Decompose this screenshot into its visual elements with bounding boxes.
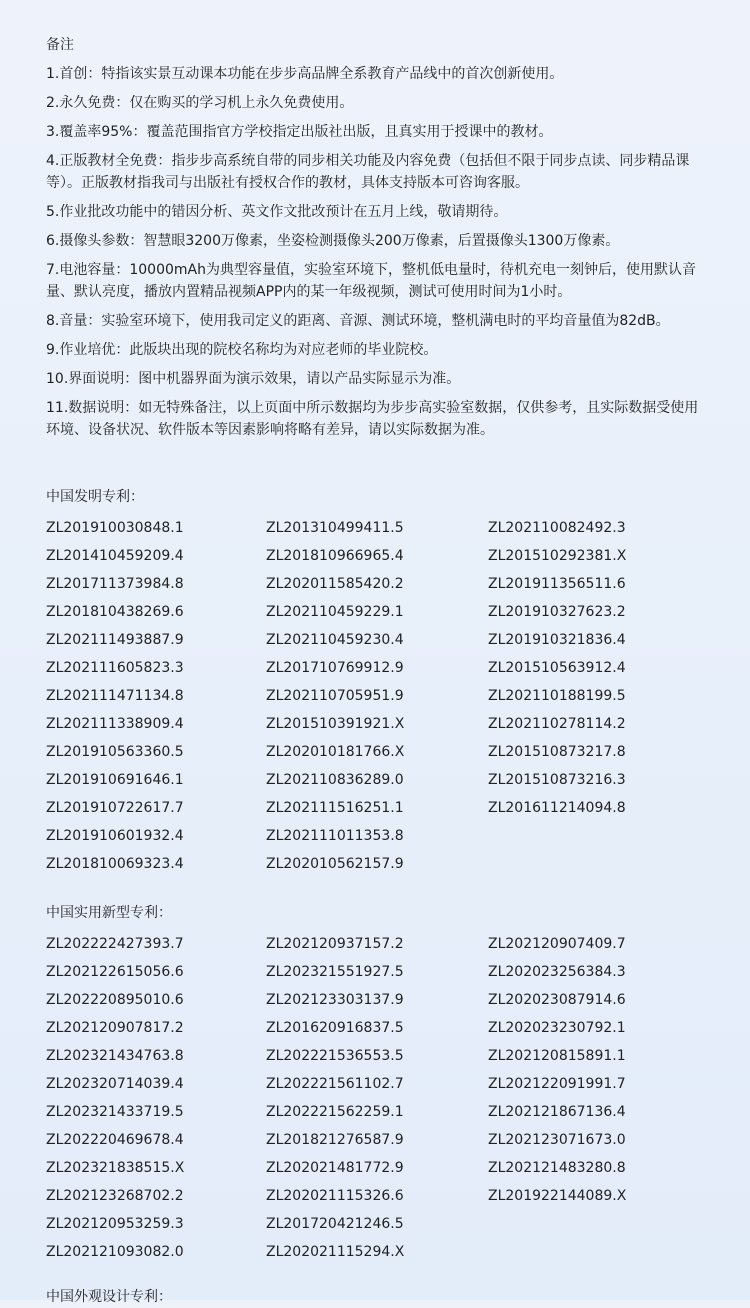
invention-patents-section [46, 486, 710, 878]
patent-number: ZL201510873216.3 [488, 772, 626, 788]
patent-number: ZL202110082492.3 [488, 520, 626, 536]
patent-number: ZL202120815891.1 [488, 1048, 626, 1064]
patent-number: ZL201911356511.6 [488, 576, 626, 592]
patent-number: ZL201711373984.8 [46, 576, 184, 592]
patent-row [46, 626, 710, 654]
note-item: 1.首创：特指该实景互动课本功能在步步高品牌全系教育产品线中的首次创新使用。 [46, 66, 564, 82]
patent-number: ZL201620916837.5 [266, 1020, 404, 1036]
note-item: 8.音量：实验室环境下，使用我司定义的距离、音源、测试环境，整机满电时的平均音量值为82dB。 [46, 313, 670, 329]
patent-number: ZL201910563360.5 [46, 744, 184, 760]
patent-number: ZL201611214094.8 [488, 800, 626, 816]
patent-number: ZL202321433719.5 [46, 1104, 184, 1120]
note-item: 5.作业批改功能中的错因分析、英文作文批改预计在五月上线，敬请期待。 [46, 204, 508, 220]
patent-number: ZL202023230792.1 [488, 1020, 626, 1036]
patent-row [46, 710, 710, 738]
patent-number: ZL202111516251.1 [266, 800, 404, 816]
patent-row [46, 682, 710, 710]
patent-number: ZL202221561102.7 [266, 1076, 404, 1092]
patent-number: ZL202023256384.3 [488, 964, 626, 980]
patent-number: ZL202111011353.8 [266, 828, 404, 844]
patent-number: ZL201810069323.4 [46, 856, 184, 872]
patent-row [46, 1210, 710, 1238]
design-patents-title: 中国外观设计专利： [46, 1289, 172, 1305]
patent-number: ZL202111471134.8 [46, 688, 184, 704]
patent-number: ZL202021115326.6 [266, 1188, 404, 1204]
patent-number: ZL202110705951.9 [266, 688, 404, 704]
patent-number: ZL201821276587.9 [266, 1132, 404, 1148]
note-item: 3.覆盖率95%：覆盖范围指官方学校指定出版社出版，且真实用于授课中的教材。 [46, 124, 553, 140]
patent-number: ZL202110188199.5 [488, 688, 626, 704]
patent-number: ZL202123071673.0 [488, 1132, 626, 1148]
patent-number: ZL202111338909.4 [46, 716, 184, 732]
patent-number: ZL202111605823.3 [46, 660, 184, 676]
patent-number: ZL202110459230.4 [266, 632, 404, 648]
utility-patents-title: 中国实用新型专利： [46, 905, 172, 921]
patent-number: ZL201910601932.4 [46, 828, 184, 844]
patent-number: ZL202021481772.9 [266, 1160, 404, 1176]
note-item: 7.电池容量：10000mAh为典型容量值，实验室环境下，整机低电量时，待机充电一刻钟后，使用默认音量、默认亮度，播放内置精品视频APP内的某一年级视频，测试可使用时间为1小时。 [46, 262, 696, 300]
patent-number: ZL202220469678.4 [46, 1132, 184, 1148]
invention-patents-grid [46, 514, 710, 878]
patent-row [46, 1070, 710, 1098]
utility-patents-grid [46, 930, 710, 1266]
patent-number: ZL202120953259.3 [46, 1216, 184, 1232]
patent-number: ZL202221536553.5 [266, 1048, 404, 1064]
patent-number: ZL201310499411.5 [266, 520, 404, 536]
patent-number: ZL202321551927.5 [266, 964, 404, 980]
patent-row [46, 794, 710, 822]
patent-number: ZL202111493887.9 [46, 632, 184, 648]
notes-title: 备注 [46, 37, 74, 53]
patent-number: ZL201910691646.1 [46, 772, 184, 788]
notes-list [46, 63, 710, 441]
patent-number: ZL202121867136.4 [488, 1104, 626, 1120]
patent-row [46, 958, 710, 986]
patent-number: ZL201910722617.7 [46, 800, 184, 816]
note-item: 2.永久免费：仅在购买的学习机上永久免费使用。 [46, 95, 354, 111]
patent-number: ZL202122615056.6 [46, 964, 184, 980]
patent-number: ZL202110278114.2 [488, 716, 626, 732]
patent-number: ZL202121483280.8 [488, 1160, 626, 1176]
patent-number: ZL202110459229.1 [266, 604, 404, 620]
patent-number: ZL201510563912.4 [488, 660, 626, 676]
patent-number: ZL201810438269.6 [46, 604, 184, 620]
invention-patents-title: 中国发明专利： [46, 489, 144, 505]
patent-number: ZL202123303137.9 [266, 992, 404, 1008]
patent-number: ZL202220895010.6 [46, 992, 184, 1008]
patent-row [46, 1098, 710, 1126]
note-item: 10.界面说明：图中机器界面为演示效果，请以产品实际显示为准。 [46, 371, 461, 387]
patent-number: ZL201720421246.5 [266, 1216, 404, 1232]
patent-number: ZL202120907817.2 [46, 1020, 184, 1036]
patent-row [46, 986, 710, 1014]
patent-number: ZL202320714039.4 [46, 1076, 184, 1092]
patent-row [46, 654, 710, 682]
patent-number: ZL202120937157.2 [266, 936, 404, 952]
patent-number: ZL202221562259.1 [266, 1104, 404, 1120]
patent-number: ZL202321434763.8 [46, 1048, 184, 1064]
patent-number: ZL201510873217.8 [488, 744, 626, 760]
note-item: 9.作业培优：此版块出现的院校名称均为对应老师的毕业院校。 [46, 342, 438, 358]
patent-row [46, 1014, 710, 1042]
patent-row [46, 930, 710, 958]
patent-row [46, 1042, 710, 1070]
patent-number: ZL201922144089.X [488, 1188, 627, 1204]
patent-row [46, 822, 710, 850]
patent-number: ZL202121093082.0 [46, 1244, 184, 1260]
patent-number: ZL202010181766.X [266, 744, 405, 760]
patent-number: ZL201910321836.4 [488, 632, 626, 648]
patent-number: ZL201410459209.4 [46, 548, 184, 564]
patent-number: ZL202222427393.7 [46, 936, 184, 952]
notes-section [46, 34, 710, 448]
patent-number: ZL201710769912.9 [266, 660, 404, 676]
note-item: 11.数据说明：如无特殊备注，以上页面中所示数据均为步步高实验室数据，仅供参考，且实际数据受使用环境、设备状况、软件版本等因素影响将略有差异，请以实际数据为准。 [46, 400, 699, 438]
patent-row [46, 542, 710, 570]
patent-row [46, 1182, 710, 1210]
patent-number: ZL202023087914.6 [488, 992, 626, 1008]
note-item: 4.正版教材全免费：指步步高系统自带的同步相关功能及内容免费（包括但不限于同步点读、同步精品课等）。正版教材指我司与出版社有授权合作的教材，具体支持版本可咨询客服。 [46, 153, 690, 191]
patent-number: ZL202120907409.7 [488, 936, 626, 952]
patent-number: ZL202011585420.2 [266, 576, 404, 592]
patent-number: ZL201510292381.X [488, 548, 627, 564]
patent-row [46, 1154, 710, 1182]
patent-number: ZL201810966965.4 [266, 548, 404, 564]
patent-row [46, 1126, 710, 1154]
patent-number: ZL201910327623.2 [488, 604, 626, 620]
patent-number: ZL201910030848.1 [46, 520, 184, 536]
patent-number: ZL202010562157.9 [266, 856, 404, 872]
patent-number: ZL202110836289.0 [266, 772, 404, 788]
patent-number: ZL202123268702.2 [46, 1188, 184, 1204]
utility-patents-section [46, 902, 710, 1266]
patent-row [46, 738, 710, 766]
patent-row [46, 766, 710, 794]
patent-row [46, 1238, 710, 1266]
patent-row [46, 850, 710, 878]
patent-row [46, 570, 710, 598]
patent-number: ZL202321838515.X [46, 1160, 185, 1176]
patent-number: ZL202021115294.X [266, 1244, 405, 1260]
note-item: 6.摄像头参数：智慧眼3200万像素，坐姿检测摄像头200万像素，后置摄像头1300万像素。 [46, 233, 620, 249]
patent-number: ZL202122091991.7 [488, 1076, 626, 1092]
patent-number: ZL201510391921.X [266, 716, 405, 732]
patent-row [46, 514, 710, 542]
design-patents-section [46, 1286, 710, 1308]
patent-row [46, 598, 710, 626]
